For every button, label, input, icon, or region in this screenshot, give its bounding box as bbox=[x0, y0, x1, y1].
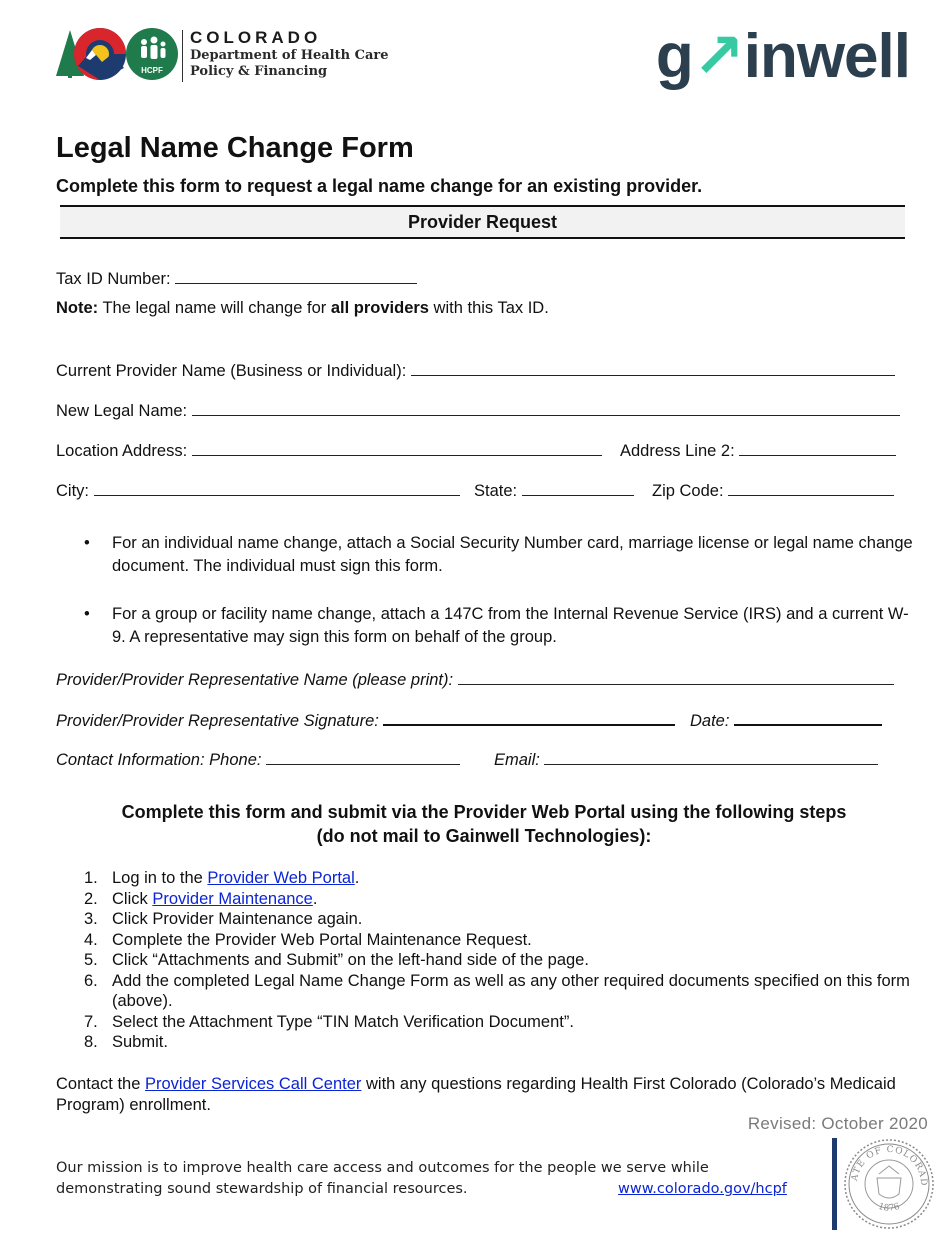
page-title: Legal Name Change Form bbox=[56, 132, 414, 164]
rep-name-row bbox=[56, 667, 894, 691]
state-label: State: bbox=[474, 482, 518, 500]
city-row bbox=[56, 478, 460, 502]
email-field[interactable] bbox=[544, 747, 878, 765]
step-item bbox=[84, 971, 914, 1012]
hcpf-badge-text: HCPF bbox=[141, 66, 163, 75]
step-text-end: . bbox=[354, 869, 360, 887]
state-row bbox=[474, 478, 634, 502]
step-item bbox=[84, 868, 914, 889]
city-field[interactable] bbox=[94, 478, 460, 496]
new-name-label: New Legal Name: bbox=[56, 402, 188, 420]
page-subtitle: Complete this form to request a legal name change for an existing provider. bbox=[56, 176, 703, 196]
note-row bbox=[56, 297, 549, 319]
steps-list bbox=[84, 868, 914, 1053]
step-text: Add the completed Legal Name Change Form as well as any other required documents specified on this form (above). bbox=[112, 971, 910, 1010]
state-seal-icon bbox=[843, 1138, 935, 1230]
step-item bbox=[84, 1032, 914, 1053]
zip-row bbox=[652, 478, 894, 502]
bullet-individual bbox=[84, 532, 914, 578]
bullet-text: For an individual name change, attach a Social Security Number card, marriage license or legal name change document. The individual must sign this form. bbox=[112, 534, 913, 575]
date-row bbox=[690, 707, 882, 732]
note-text-2: with this Tax ID. bbox=[428, 299, 549, 317]
provider-maintenance-link[interactable]: Provider Maintenance bbox=[152, 889, 313, 908]
step-text: Log in to the bbox=[112, 869, 208, 887]
mission-statement: Our mission is to improve health care access and outcomes for the people we serve while demonstrating sound stewardship of financial resources. bbox=[56, 1160, 709, 1197]
department-line-1: Department of Health Care bbox=[190, 48, 389, 63]
location-row bbox=[56, 438, 602, 462]
note-bold: all providers bbox=[330, 299, 429, 317]
tax-id-field[interactable] bbox=[175, 266, 417, 284]
gainwell-logo bbox=[656, 22, 910, 92]
step-item bbox=[84, 909, 914, 930]
current-name-row bbox=[56, 358, 895, 382]
section-banner: Provider Request bbox=[60, 205, 905, 239]
svg-text:1876 bbox=[877, 1202, 902, 1214]
step-number: 8. bbox=[84, 1033, 98, 1051]
state-name: COLORADO bbox=[190, 28, 322, 47]
date-label: Date: bbox=[690, 712, 730, 730]
address2-row bbox=[620, 438, 896, 462]
current-name-label: Current Provider Name (Business or Individual): bbox=[56, 362, 407, 380]
phone-field[interactable] bbox=[266, 747, 460, 765]
zip-field[interactable] bbox=[728, 478, 894, 496]
provider-services-call-center-link[interactable]: Provider Services Call Center bbox=[144, 1075, 362, 1093]
address2-label: Address Line 2: bbox=[620, 442, 735, 460]
phone-label: Contact Information: Phone: bbox=[56, 751, 262, 769]
step-number: 3. bbox=[84, 910, 98, 928]
rep-signature-label: Provider/Provider Representative Signature: bbox=[56, 712, 379, 730]
step-number: 5. bbox=[84, 951, 98, 969]
step-number: 4. bbox=[84, 930, 98, 949]
header-divider bbox=[182, 30, 183, 82]
new-name-field[interactable] bbox=[192, 398, 900, 416]
instructions-heading bbox=[56, 800, 912, 848]
tax-id-label: Tax ID Number: bbox=[56, 270, 171, 288]
provider-web-portal-link[interactable]: Provider Web Portal bbox=[207, 869, 355, 887]
email-row bbox=[494, 747, 878, 771]
seal-top-text: ATE OF COLORAD bbox=[850, 1144, 929, 1187]
note-text-1: The legal name will change for bbox=[98, 299, 331, 317]
step-item bbox=[84, 889, 914, 910]
step-number: 6. bbox=[84, 971, 98, 990]
instructions-heading-line-1: Complete this form and submit via the Provider Web Portal using the following steps bbox=[121, 802, 847, 822]
step-number: 7. bbox=[84, 1012, 98, 1031]
current-name-field[interactable] bbox=[411, 358, 895, 376]
bullet-text: For a group or facility name change, attach a 147C from the Internal Revenue Service (IRS) and a current W-9. A representative may sign this form on behalf of the group. bbox=[112, 605, 909, 646]
step-text: Submit. bbox=[112, 1033, 168, 1051]
date-field[interactable] bbox=[734, 707, 882, 726]
gainwell-arrow-icon: ↗ bbox=[692, 22, 744, 91]
tax-id-row bbox=[56, 266, 417, 290]
hcpf-website-link[interactable]: www.colorado.gov/hcpf bbox=[618, 1181, 787, 1197]
bullet-group bbox=[84, 603, 914, 649]
colorado-mountain-icon bbox=[56, 24, 186, 86]
seal-year-text: 1876 bbox=[876, 1201, 902, 1214]
contact-paragraph bbox=[56, 1074, 906, 1116]
step-item bbox=[84, 950, 914, 971]
step-number: 1. bbox=[84, 869, 98, 887]
step-text: Complete the Provider Web Portal Maintenance Request. bbox=[112, 930, 532, 949]
revised-date: Revised: October 2020 bbox=[747, 1114, 928, 1133]
step-text: Click Provider Maintenance again. bbox=[112, 910, 363, 928]
rep-signature-field[interactable] bbox=[383, 707, 675, 726]
phone-row bbox=[56, 747, 460, 771]
step-text: Select the Attachment Type “TIN Match Verification Document”. bbox=[112, 1012, 574, 1031]
step-text-end: . bbox=[312, 889, 318, 908]
gainwell-logo-rest: inwell bbox=[743, 22, 910, 91]
contact-text: Contact the bbox=[56, 1075, 145, 1093]
department-line-2: Policy & Financing bbox=[190, 64, 328, 79]
gainwell-logo-g: g bbox=[655, 22, 693, 91]
step-item bbox=[84, 930, 914, 951]
address2-field[interactable] bbox=[739, 438, 896, 456]
note-label: Note: bbox=[56, 299, 99, 317]
new-name-row bbox=[56, 398, 900, 422]
footer-accent-bar bbox=[832, 1138, 837, 1230]
zip-label: Zip Code: bbox=[652, 482, 724, 500]
rep-signature-row bbox=[56, 707, 675, 732]
rep-name-label: Provider/Provider Representative Name (please print): bbox=[56, 671, 454, 689]
state-field[interactable] bbox=[522, 478, 634, 496]
location-label: Location Address: bbox=[56, 442, 188, 460]
step-text: Click “Attachments and Submit” on the left-hand side of the page. bbox=[112, 951, 589, 969]
step-number: 2. bbox=[84, 889, 98, 908]
location-field[interactable] bbox=[192, 438, 602, 456]
step-item bbox=[84, 1012, 914, 1033]
contact-text-end: with any questions regarding Health First Colorado (Colorado’s Medicaid Program) enrollment. bbox=[56, 1075, 896, 1114]
department-name bbox=[190, 28, 389, 80]
step-text: Click bbox=[112, 889, 153, 908]
bullet-dot: • bbox=[84, 534, 90, 552]
bullet-dot: • bbox=[84, 605, 90, 623]
instructions-heading-line-2: (do not mail to Gainwell Technologies): bbox=[316, 826, 652, 846]
rep-name-field[interactable] bbox=[458, 667, 894, 685]
email-label: Email: bbox=[494, 751, 540, 769]
city-label: City: bbox=[56, 482, 89, 500]
